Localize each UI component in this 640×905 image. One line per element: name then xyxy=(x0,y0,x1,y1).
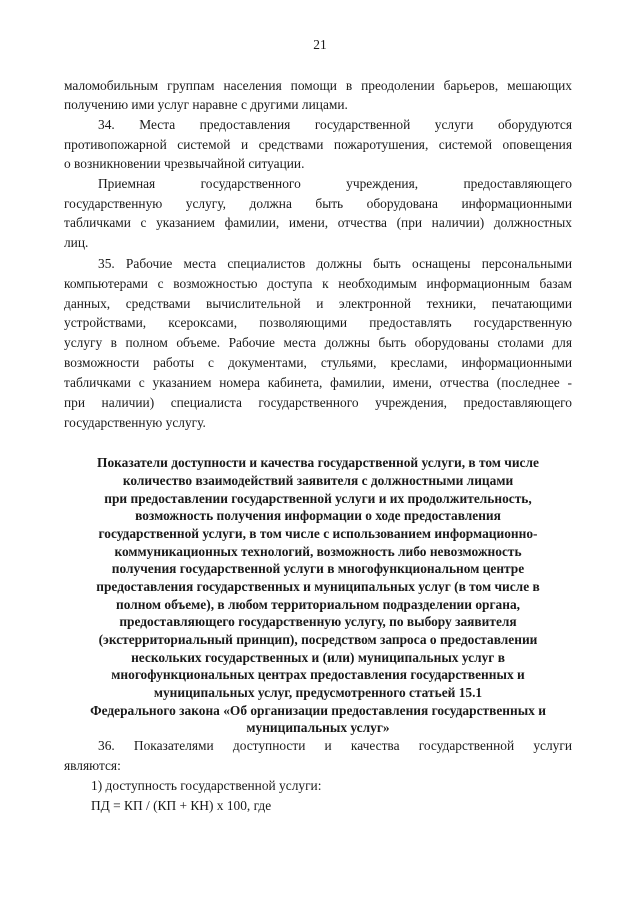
text-line: табличками с указанием номера кабинета, фамилии, имени, отчества (последнее - xyxy=(64,375,572,390)
section-heading-line: многофункциональных центрах предоставления государственных и xyxy=(111,667,525,682)
text-line: 1) доступность государственной услуги: xyxy=(91,778,322,793)
text-line: возможности работы с документами, стульями, креслами, информационными xyxy=(64,355,572,370)
section-heading-line: предоставления государственных и муниципальных услуг (в том числе в xyxy=(96,579,540,594)
text-line: табличками с указанием фамилии, имени, отчества (при наличии) должностных xyxy=(64,215,572,230)
section-heading-line: при предоставлении государственной услуги и их продолжительность, xyxy=(104,491,532,506)
text-line: государственную услугу, должна быть оборудована информационными xyxy=(64,196,572,211)
text-line: 35. Рабочие места специалистов должны быть оснащены персональными xyxy=(98,256,572,271)
text-line: противопожарной системой и средствами пожаротушения, системой оповещения xyxy=(64,137,572,152)
text-line: услугу в полном объеме. Рабочие места должны быть оборудованы столами для xyxy=(64,335,572,350)
formula-line: ПД = КП / (КП + КН) х 100, где xyxy=(91,798,272,813)
text-line: при наличии) специалиста государственного учреждения, предоставляющего xyxy=(64,395,572,410)
page-number: 21 xyxy=(313,37,327,52)
text-line: государственную услугу. xyxy=(64,415,206,430)
text-line: о возникновении чрезвычайной ситуации. xyxy=(64,156,305,171)
section-heading-line: муниципальных услуг, предусмотренного статьей 15.1 xyxy=(153,685,483,700)
section-heading-line: Показатели доступности и качества государственной услуги, в том числе xyxy=(97,455,539,470)
section-heading-line: предоставляющего государственную услугу, по выбору заявителя xyxy=(119,614,517,629)
section-heading-line: (экстерриториальный принцип), посредством запроса о предоставлении xyxy=(98,632,538,647)
section-heading-line: Федерального закона «Об организации предоставления государственных и xyxy=(90,703,546,718)
text-line: Приемная государственного учреждения, предоставляющего xyxy=(98,176,572,191)
section-heading-line: возможность получения информации о ходе предоставления xyxy=(135,508,501,523)
text-line: компьютерами с возможностью доступа к необходимым информационным базам xyxy=(64,276,572,291)
text-line: данных, средствами вычислительной и электронной техники, печатающими xyxy=(64,296,572,311)
text-line: получению ими услуг наравне с другими лицами. xyxy=(64,97,348,112)
text-line: 34. Места предоставления государственной услуги оборудуются xyxy=(98,117,572,132)
text-line: 36. Показателями доступности и качества государственной услуги xyxy=(98,738,572,753)
section-heading-line: количество взаимодействий заявителя с должностными лицами xyxy=(122,473,514,488)
text-line: являются: xyxy=(64,758,121,773)
section-heading-line: государственной услуги, в том числе с использованием информационно- xyxy=(98,526,538,541)
text-line: лиц. xyxy=(64,235,89,250)
section-heading-line: полном объеме), в любом территориальном подразделении органа, xyxy=(116,597,520,612)
section-heading-line: нескольких государственных и (или) муниципальных услуг в xyxy=(131,650,505,665)
text-line: устройствами, ксероксами, позволяющими предоставлять государственную xyxy=(64,315,572,330)
section-heading-line: коммуникационных технологий, возможность либо невозможность xyxy=(114,544,522,559)
section-heading-line: получения государственной услуги в многофункциональном центре xyxy=(111,561,525,576)
section-heading-line: муниципальных услуг» xyxy=(246,720,390,735)
text-line: маломобильным группам населения помощи в преодолении барьеров, мешающих xyxy=(64,78,572,93)
